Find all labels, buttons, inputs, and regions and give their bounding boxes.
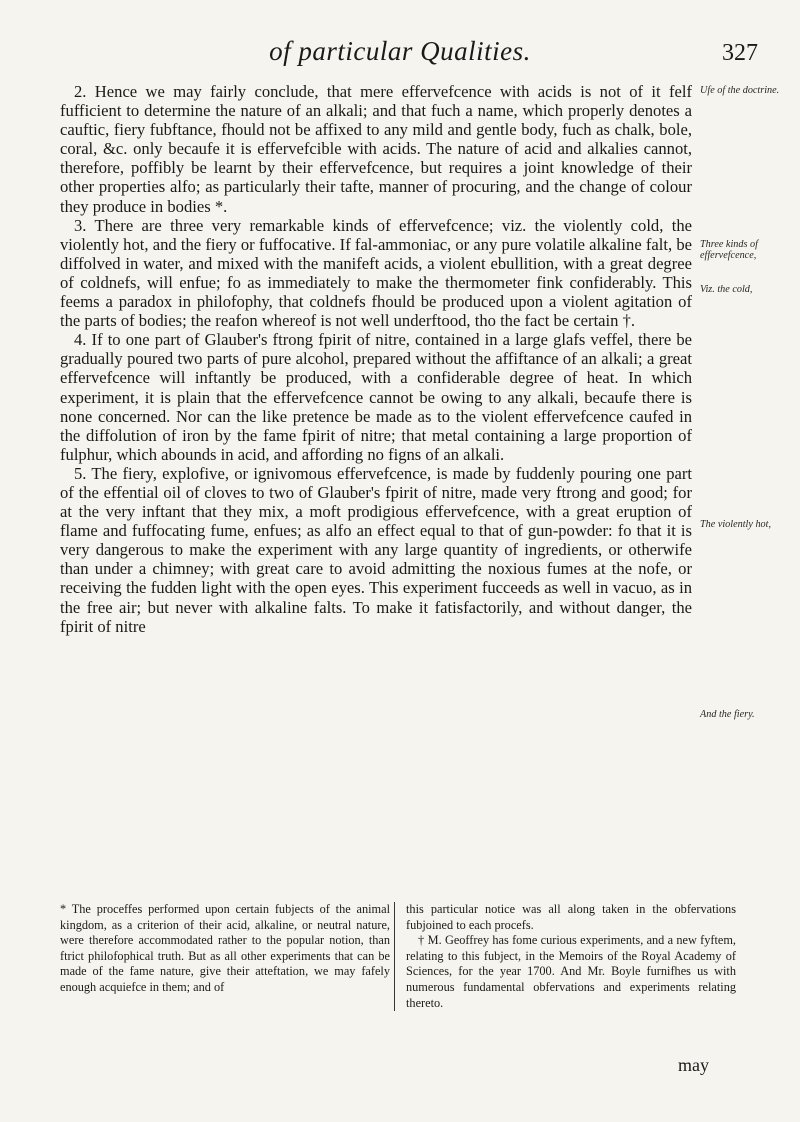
margin-note-fiery: And the fiery.	[700, 709, 755, 720]
margin-note-violently-hot: The violently hot,	[700, 519, 772, 530]
page-number: 327	[722, 40, 758, 66]
paragraph-5: 5. The fiery, explofive, or ignivomous effervefcence, is made by fuddenly pouring one part of the effential oil of cloves to two of Glauber's fpirit of nitre, made very ftrong and good; for at the very inftant that they mix, a moft prodigious effervefcence, with a great eruption of flame and fuffocating fume, enfues; as alfo an effect equal to that of gun-powder: fo that it is very dangerous to make the experiment with any large quantity of ingredients, or otherwife than under a chimney; with great care to avoid admitting the noxious fumes at the nofe, or receiving the fudden light with the open eyes. This experiment fucceeds as well in vacuo, as in the free air; but never with alkaline falts. To make it fatisfactorily, and without danger, the fpirit of nitre	[60, 463, 692, 636]
margin-note-three-kinds: Three kinds of effervefcence,	[700, 239, 758, 261]
paragraph-4: 4. If to one part of Glauber's ftrong fpirit of nitre, contained in a large glafs veffel, there be gradually poured two parts of pure alcohol, prepared without the affiftance of an alkali; a great effervefcence will inftantly be produced, with a confiderable degree of heat. In which experiment, it is plain that the effervefcence cannot be owing to any alkali, becaufe there is none concerned. Nor can the like pretence be made as to the violent effervefcence caufed in the diffolution of iron by the fame fpirit of nitre; that metal containing a large proportion of fulphur, which abounds in acid, and affording no figns of an alkali.	[60, 330, 692, 464]
main-text	[60, 82, 692, 888]
footnote-column-left	[60, 902, 395, 1011]
footnotes	[60, 902, 736, 1011]
margin-note-cold: Viz. the cold,	[700, 284, 753, 295]
catchword: may	[678, 1055, 709, 1075]
footnote-dagger: † M. Geoffrey has fome curious experiments, and a new fyftem, relating to this fubject, in the Memoirs of the Royal Academy of Sciences, for the year 1700. And Mr. Boyle furnifhes us with numerous fundamental obfervations and experiments relating thereto.	[406, 933, 736, 1010]
footnote-asterisk-continued: this particular notice was all along taken in the obfervations fubjoined to each procefs.	[406, 902, 736, 932]
running-head-title: of particular Qualities.	[269, 36, 531, 66]
paragraph-3: 3. There are three very remarkable kinds of effervefcence; viz. the violently cold, the violently hot, and the fiery or fuffocative. If fal-ammoniac, or any pure volatile alkaline falt, be diffolved in water, and mixed with the manifeft acids, a violent ebullition, with a great degree of coldnefs, will enfue; fo as immediately to make the thermometer fink confiderably. This feems a paradox in philofophy, that coldnefs fhould be produced upon a violent agitation of the parts of bodies; the reafon whereof is not well underftood, tho the fact be certain †.	[60, 215, 692, 331]
paragraph-2: 2. Hence we may fairly conclude, that mere effervefcence with acids is not of it felf fufficient to determine the nature of an alkali; and that fuch a name, which properly denotes a cauftic, fiery fubftance, fhould not be affixed to any mild and gentle body, fuch as chalk, bole, coral, &c. only becaufe it is effervefcible with acids. The nature of acid and alkalies cannot, therefore, poffibly be learnt by their effervefcence, but requires a joint knowledge of their other properties alfo; as particularly their tafte, manner of procuring, and the change of colour they produce in bodies *.	[60, 82, 692, 216]
footnote-asterisk: * The proceffes performed upon certain fubjects of the animal kingdom, as a criterion of their acid, alkaline, or neutral nature, were therefore accommodated rather to the popular notion, than ftrict philofophical truth. But as all other experiments that can be made of the fame nature, give their atteftation, we may fafely enough acquiefce in them; and of	[60, 902, 390, 994]
footnote-column-right	[406, 902, 736, 1011]
margin-note-use-of-doctrine: Ufe of the doctrine.	[700, 85, 780, 96]
